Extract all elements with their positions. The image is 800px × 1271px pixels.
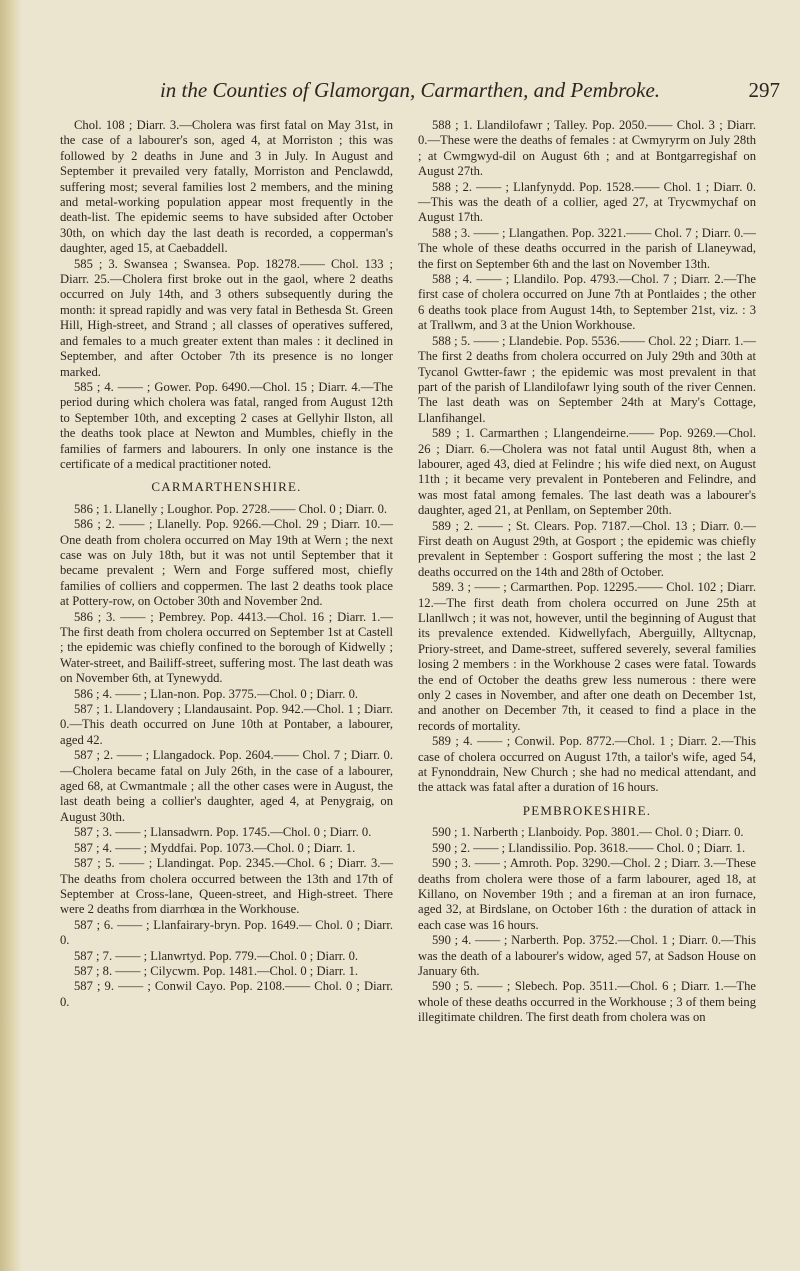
paragraph: 585 ; 3. Swansea ; Swansea. Pop. 18278.—— Chol. 133 ; Diarr. 25.—Cholera first broke out in the gaol, where 2 deaths occurred on July 14th, and 3 others subsequently during the month: it spread rapidly and was very fatal in Bethesda St. Green Hill, High-street, and Strand ; all classes of operatives suffered, and females to a much greater extent than males : it declined in September, and after October 7th its presence is no longer marked. [60, 256, 393, 379]
paragraph: 586 ; 1. Llanelly ; Loughor. Pop. 2728.—— Chol. 0 ; Diarr. 0. [74, 501, 388, 516]
paragraph: 588 ; 5. —— ; Llandebie. Pop. 5536.—— Chol. 22 ; Diarr. 1.—The first 2 deaths from cholera occurred on July 29th and 30th at Tycanol Gwtter-fawr ; the epidemic was most prevalent in that part of the parish of Llandilofawr lying south of the river Cennen. The last death was on September 24th at Mary's Cottage, Llanfihangel. [418, 333, 756, 425]
paragraph: 589 ; 2. —— ; St. Clears. Pop. 7187.—Chol. 13 ; Diarr. 0.—First death on August 29th, at Gosport ; the epidemic was chiefly prevalent in September : Gosport suffering the most ; the last 2 deaths occurred on the 14th and 28th of October. [418, 518, 756, 579]
paragraph: 587 ; 7. —— ; Llanwrtyd. Pop. 779.—Chol. 0 ; Diarr. 0. [74, 948, 359, 963]
left-column [60, 118, 393, 1010]
page-header [40, 78, 780, 108]
paragraph: 585 ; 4. —— ; Gower. Pop. 6490.—Chol. 15 ; Diarr. 4.—The period during which cholera was fatal, ranged from August 12th to September 10th, and excepting 2 cases at Gellyhir Ilston, all the deaths took place at Newton and Mumbles, chiefly in the families of farmers and labourers. In only one instance is the certificate of a medical practitioner noted. [60, 379, 393, 471]
paragraph: 587 ; 8. —— ; Cilycwm. Pop. 1481.—Chol. 0 ; Diarr. 1. [74, 963, 359, 978]
paragraph: 586 ; 4. —— ; Llan-non. Pop. 3775.—Chol. 0 ; Diarr. 0. [74, 686, 359, 701]
paragraph: 588 ; 1. Llandilofawr ; Talley. Pop. 2050.—— Chol. 3 ; Diarr. 0.—These were the deaths of females : at Cwmyryrm on July 28th ; at Cwmgwyd-dil on August 6th ; and at Bontgarregishaf on August 27th. [418, 118, 756, 179]
paragraph: 590 ; 4. —— ; Narberth. Pop. 3752.—Chol. 1 ; Diarr. 0.—This was the death of a labourer's widow, aged 57, at Sadson House on January 6th. [418, 933, 756, 978]
right-column [418, 118, 756, 1026]
paragraph: Chol. 108 ; Diarr. 3.—Cholera was first fatal on May 31st, in the case of a labourer's son, aged 4, at Morriston ; this was followed by 2 deaths in June and 3 in July. In August and September it prevailed very fatally, Morriston and Penclawdd, suffering most; several families lost 2 members, and the mining and metal-working population appear most frequently in the death-list. The epidemic seems to have subsided after October 30th, on which day the last death is recorded, a copperman's daughter, aged 15, at Caebaddell. [60, 118, 393, 256]
paragraph: 587 ; 3. —— ; Llansadwrn. Pop. 1745.—Chol. 0 ; Diarr. 0. [74, 825, 372, 840]
paragraph: 590 ; 3. —— ; Amroth. Pop. 3290.—Chol. 2 ; Diarr. 3.—These deaths from cholera were those of a farm labourer, aged 18, at Killano, on November 19th ; and a fireman at an iron furnace, aged 32, at Birdslane, on October 16th : the duration of attack in each case was 16 hours. [418, 856, 756, 932]
paragraph: 587 ; 9. —— ; Conwil Cayo. Pop. 2108.—— Chol. 0 ; Diarr. 0. [60, 979, 393, 1009]
section-heading: CARMARTHENSHIRE. [151, 479, 302, 495]
paragraph: 589. 3 ; —— ; Carmarthen. Pop. 12295.—— Chol. 102 ; Diarr. 12.—The first death from cholera occurred on June 25th at Llanllwch ; it was not, however, until the beginning of August that its prevalence extended. Kidwellyfach, Aberguilly, Alltycnap, Priory-street, and Dame-street, suffered severely, several families losing 2 members : in the Workhouse 2 cases were fatal. Towards the end of October the deaths grew less numerous : there were only 2 cases in November, and after one death on December 1st, and another on December 7th, it ceased to find a place in the records of mortality. [418, 580, 756, 733]
paragraph: 587 ; 4. —— ; Myddfai. Pop. 1073.—Chol. 0 ; Diarr. 1. [74, 840, 356, 855]
paragraph: 587 ; 5. —— ; Llandingat. Pop. 2345.—Chol. 6 ; Diarr. 3.—The deaths from cholera occurred between the 13th and 17th of September at Cross-lane, Queen-street, and High-street. There were 2 deaths from diarrhœa in the Workhouse. [60, 856, 393, 917]
paragraph: 587 ; 6. —— ; Llanfairary-bryn. Pop. 1649.— Chol. 0 ; Diarr. 0. [60, 917, 393, 948]
paragraph: 586 ; 3. —— ; Pembrey. Pop. 4413.—Chol. 16 ; Diarr. 1.—The first death from cholera occurred on September 1st at Castell ; the epidemic was chiefly confined to the borough of Kidwelly ; Water-street, and Bailiff-street, suffering most. The last death was on November 6th, at Tynewydd. [60, 609, 393, 686]
paragraph: 589 ; 4. —— ; Conwil. Pop. 8772.—Chol. 1 ; Diarr. 2.—This case of cholera occurred on August 17th, a tailor's wife, aged 54, at Fynonddrain, New Church ; she had no medical attendant, and the attack was fatal after a duration of 16 hours. [418, 734, 756, 795]
paragraph: 586 ; 2. —— ; Llanelly. Pop. 9266.—Chol. 29 ; Diarr. 10.—One death from cholera occurred on May 19th at Wern ; the next case was on July 18th, but it was not until September that it became prevalent ; Wern and Forge suffered most, chiefly families of colliers and coppermen. The last 2 deaths took place at Pottery-row, on October 30th and November 2nd. [60, 517, 393, 609]
page-number: 297 [748, 78, 780, 102]
paragraph: 588 ; 3. —— ; Llangathen. Pop. 3221.—— Chol. 7 ; Diarr. 0.—The whole of these deaths occurred in the parish of Llaneywad, the first on September 6th and the last on November 13th. [418, 225, 756, 271]
paragraph: 590 ; 2. —— ; Llandissilio. Pop. 3618.—— Chol. 0 ; Diarr. 1. [432, 840, 746, 855]
paragraph: 587 ; 2. —— ; Llangadock. Pop. 2604.—— Chol. 7 ; Diarr. 0.—Cholera became fatal on July 26th, in the case of a labourer, aged 68, at Cwmantmale ; all the other cases were in August, the last death being a collier's daughter, aged 4, at Penygraig, on August 30th. [60, 748, 393, 824]
running-title: in the Counties of Glamorgan, Carmarthen, and Pembroke. [159, 78, 661, 102]
paragraph: 589 ; 1. Carmarthen ; Llangendeirne.—— Pop. 9269.—Chol. 26 ; Diarr. 6.—Cholera was not fatal until August 8th, when a labourer, aged 43, died at Felindre ; his wife died next, on August 11th ; it became very prevalent in Ponteberen and Felindre, and was most fatal among females. The last death was a labourer's daughter, aged 21, at Penllam, on September 20th. [418, 426, 756, 518]
paragraph: 590 ; 5. —— ; Slebech. Pop. 3511.—Chol. 6 ; Diarr. 1.—The whole of these deaths occurred in the Workhouse ; 3 of them being illegitimate children. The first death from cholera was on [418, 979, 756, 1025]
paragraph: 588 ; 2. —— ; Llanfynydd. Pop. 1528.—— Chol. 1 ; Diarr. 0.—This was the death of a collier, aged 27, at Trycwmychaf on August 17th. [418, 179, 756, 225]
paragraph: 590 ; 1. Narberth ; Llanboidy. Pop. 3801.— Chol. 0 ; Diarr. 0. [432, 825, 744, 840]
paragraph: 588 ; 4. —— ; Llandilo. Pop. 4793.—Chol. 7 ; Diarr. 2.—The first case of cholera occurred on June 7th at Pontlaides ; the other 6 deaths took place from August 14th, to September 21st, viz. : 3 at Trallwm, and 3 at the Union Workhouse. [418, 272, 756, 333]
paragraph: 587 ; 1. Llandovery ; Llandausaint. Pop. 942.—Chol. 1 ; Diarr. 0.—This death occurred on June 10th at Pontaber, a labourer, aged 42. [60, 702, 393, 747]
book-spine-edge [0, 0, 22, 1271]
section-heading: PEMBROKESHIRE. [522, 802, 652, 818]
